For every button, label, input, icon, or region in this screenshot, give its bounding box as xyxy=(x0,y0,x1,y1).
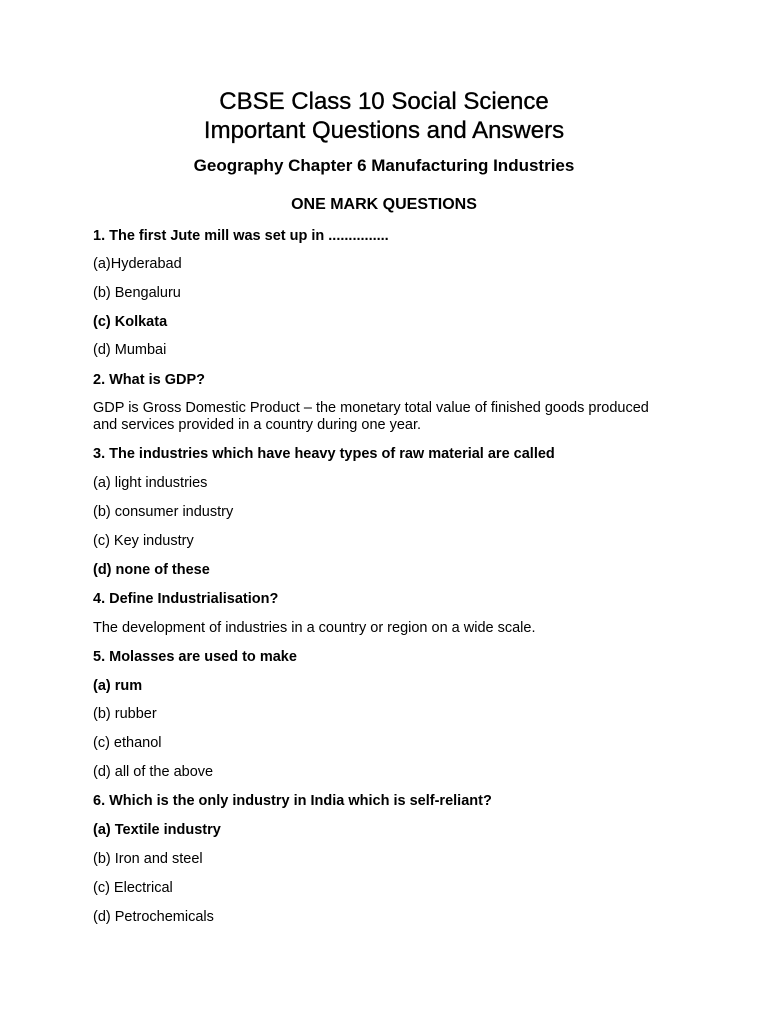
option-5d: (d) all of the above xyxy=(93,764,214,780)
option-1a: (a)Hyderabad xyxy=(93,256,182,272)
option-1d: (d) Mumbai xyxy=(93,342,167,358)
question-6: 6. Which is the only industry in India which is self-reliant? xyxy=(93,793,492,809)
question-2: 2. What is GDP? xyxy=(93,372,205,388)
section-heading: ONE MARK QUESTIONS xyxy=(291,196,477,213)
option-5c: (c) ethanol xyxy=(93,735,162,751)
option-6a-answer: (a) Textile industry xyxy=(93,822,221,838)
question-5: 5. Molasses are used to make xyxy=(93,649,297,665)
option-5a-answer: (a) rum xyxy=(93,678,143,694)
document-title-line-1: CBSE Class 10 Social Science xyxy=(219,88,549,115)
option-3b: (b) consumer industry xyxy=(93,504,234,520)
option-3d-answer: (d) none of these xyxy=(93,562,210,578)
question-3: 3. The industries which have heavy types of raw material are called xyxy=(93,446,555,462)
option-3a: (a) light industries xyxy=(93,475,208,491)
answer-2: GDP is Gross Domestic Product – the monetary total value of finished goods produced and services provided in a country during one year. xyxy=(93,400,649,433)
option-1b: (b) Bengaluru xyxy=(93,285,181,301)
option-1c-answer: (c) Kolkata xyxy=(93,314,168,330)
question-4: 4. Define Industrialisation? xyxy=(93,591,279,607)
option-6b: (b) Iron and steel xyxy=(93,851,203,867)
question-1: 1. The first Jute mill was set up in ............... xyxy=(93,228,389,244)
option-6c: (c) Electrical xyxy=(93,880,173,896)
option-5b: (b) rubber xyxy=(93,706,157,722)
option-3c: (c) Key industry xyxy=(93,533,194,549)
document-title-line-2: Important Questions and Answers xyxy=(203,117,565,144)
chapter-subtitle: Geography Chapter 6 Manufacturing Industries xyxy=(193,156,575,175)
option-6d: (d) Petrochemicals xyxy=(93,909,214,925)
answer-4: The development of industries in a country or region on a wide scale. xyxy=(93,620,536,636)
